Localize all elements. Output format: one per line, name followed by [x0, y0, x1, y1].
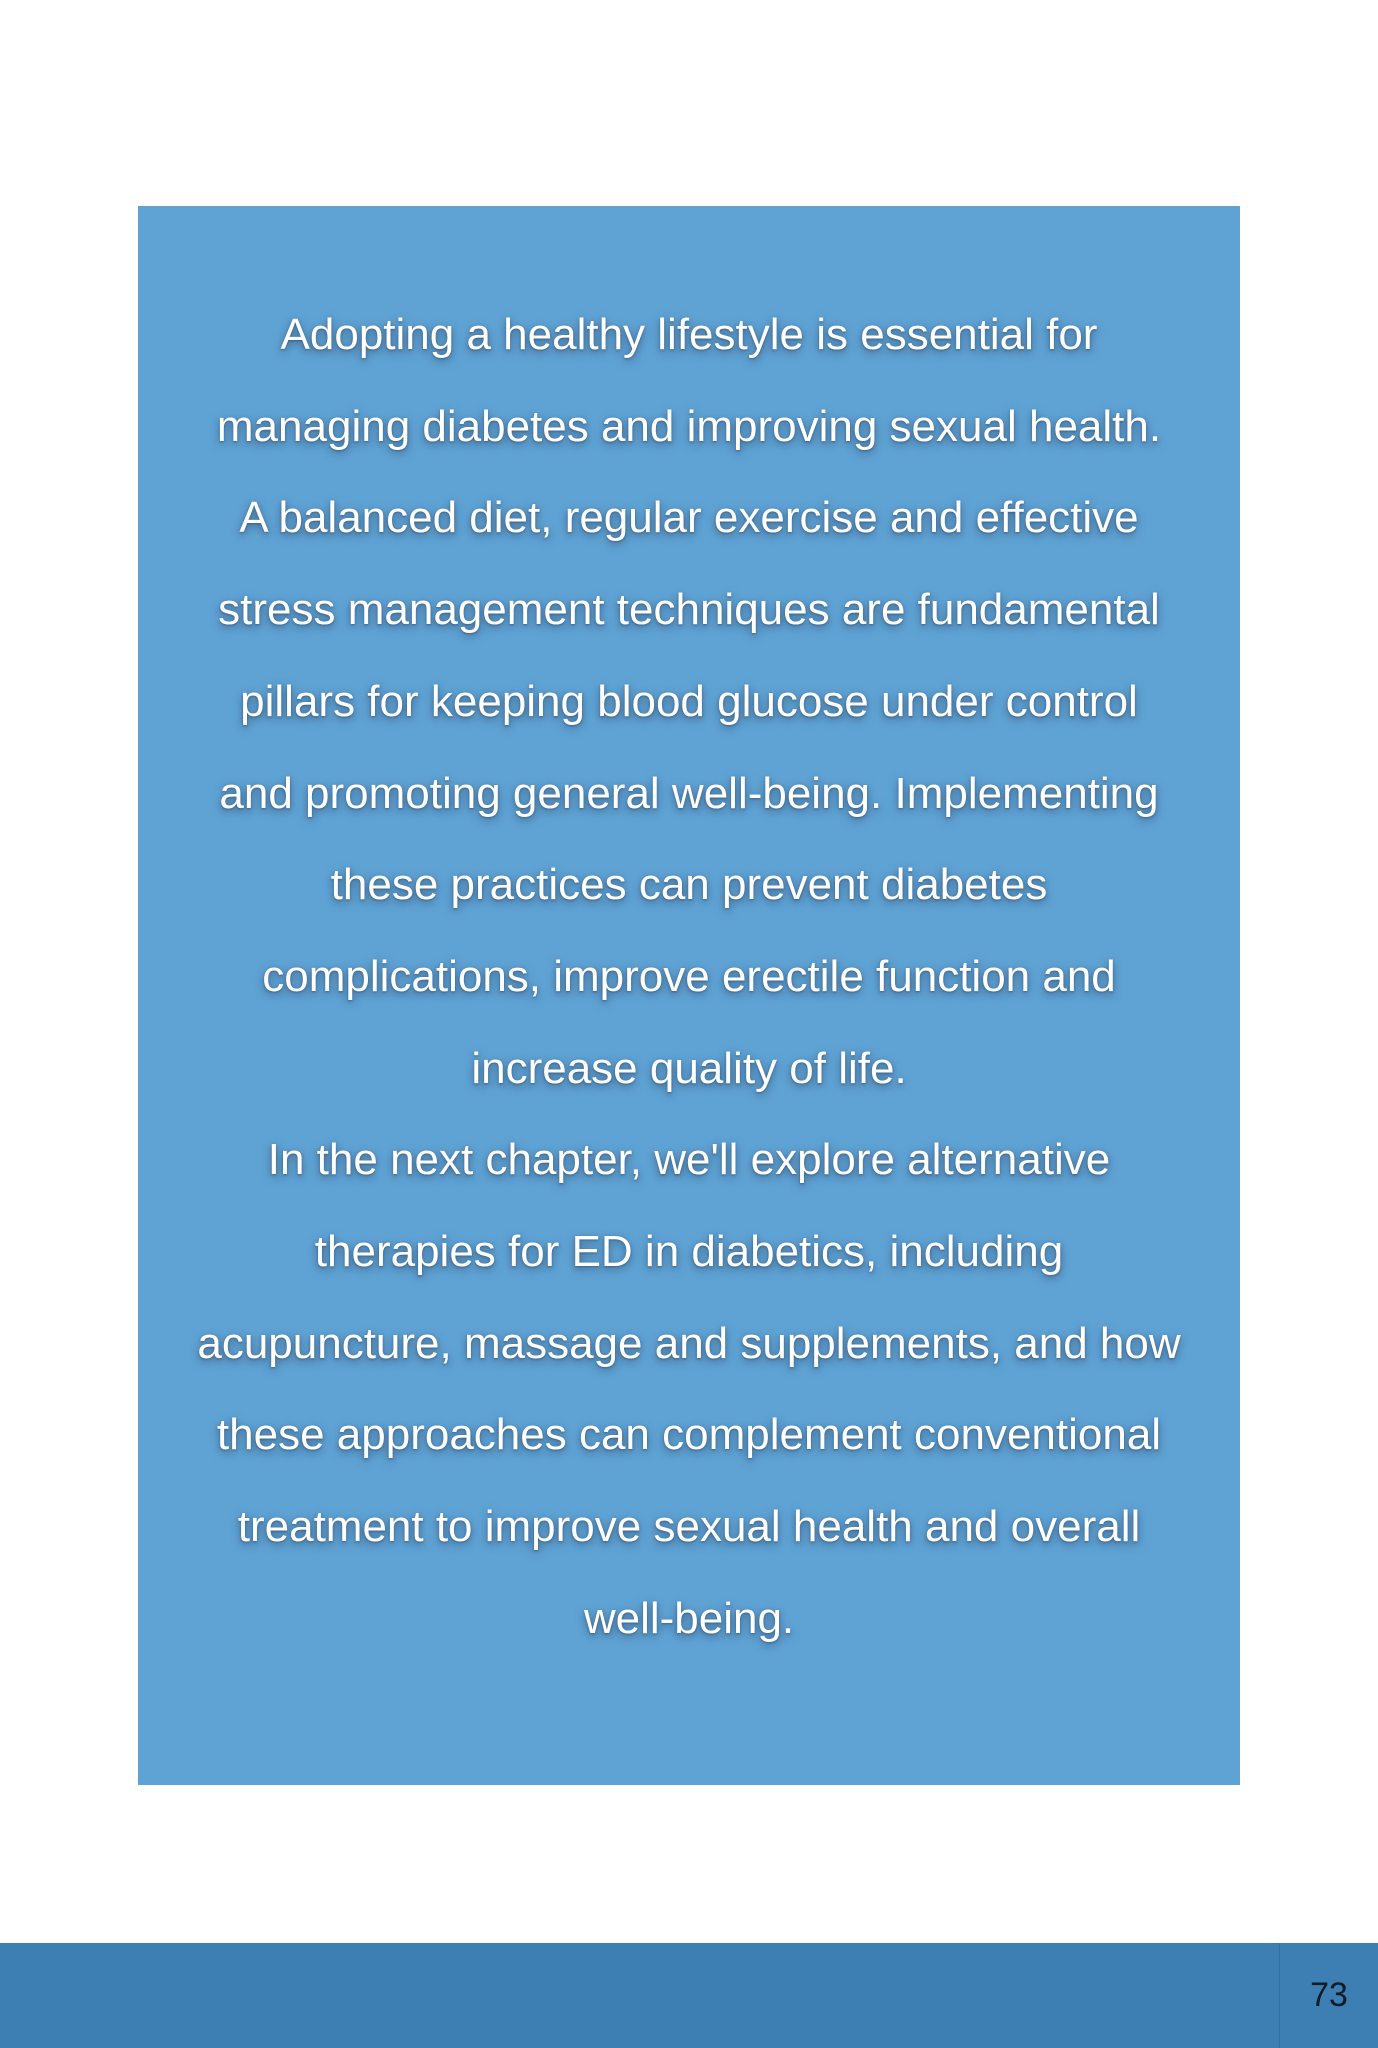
text-line: A balanced diet, regular exercise and effective: [239, 493, 1139, 543]
text-line: complications, improve erectile function and: [262, 951, 1116, 1001]
text-line: pillars for keeping blood glucose under control: [240, 676, 1138, 726]
paragraph-lifestyle: [138, 289, 1240, 1114]
text-panel: [138, 206, 1240, 1785]
text-line: and promoting general well-being. Implementing: [219, 768, 1159, 818]
footer-bar: [0, 1943, 1378, 2048]
text-line: treatment to improve sexual health and overall: [237, 1502, 1141, 1552]
text-line: therapies for ED in diabetics, including: [314, 1227, 1064, 1277]
text-line: well-being.: [583, 1593, 795, 1643]
text-line: these practices can prevent diabetes: [330, 860, 1048, 910]
text-line: increase quality of life.: [471, 1043, 907, 1093]
text-line: acupuncture, massage and supplements, and how: [197, 1318, 1181, 1368]
text-line: In the next chapter, we'll explore alternative: [267, 1135, 1111, 1185]
paragraph-next-chapter: [138, 1114, 1240, 1664]
text-line: Adopting a healthy lifestyle is essential for: [280, 310, 1098, 359]
text-line: managing diabetes and improving sexual health.: [216, 401, 1162, 451]
text-line: these approaches can complement conventional: [216, 1410, 1162, 1460]
text-line: stress management techniques are fundamental: [218, 585, 1160, 635]
page-number: 73: [1279, 1943, 1378, 2048]
